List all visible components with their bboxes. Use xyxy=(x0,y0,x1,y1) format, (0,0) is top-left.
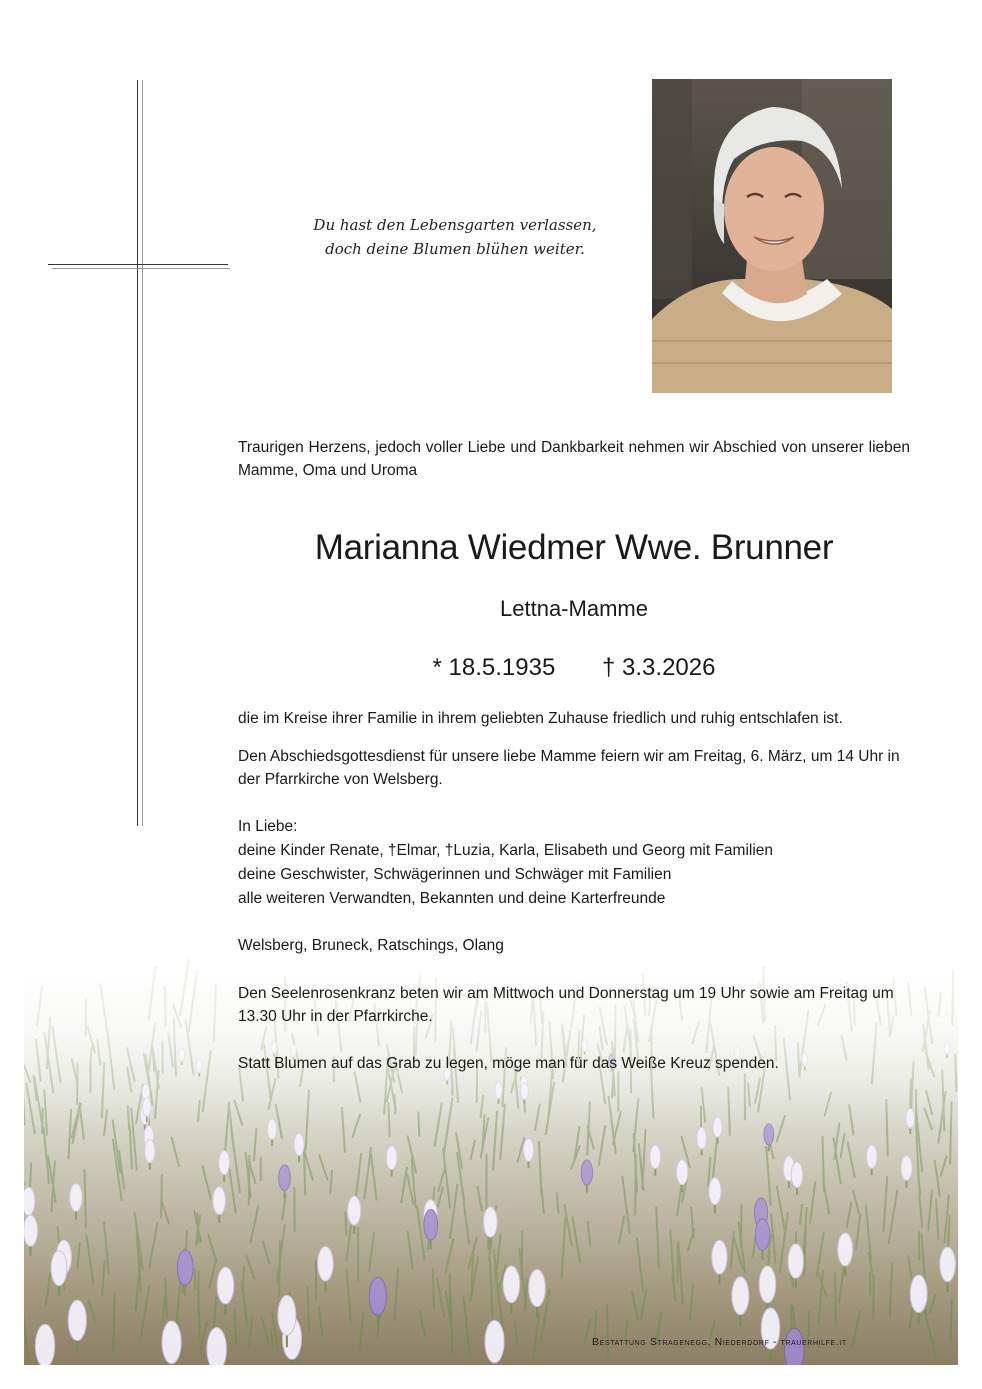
crocus-meadow-image xyxy=(24,895,958,1365)
mourners-line: deine Kinder Renate, †Elmar, †Luzia, Karla, Elisabeth und Georg mit Familien xyxy=(238,842,774,859)
mourners-block xyxy=(238,815,910,911)
intro-text: Traurigen Herzens, jedoch voller Liebe und Dankbarkeit nehmen wir Abschied von unserer lieben Mamme, Oma und Uroma xyxy=(238,439,910,479)
cross-horizontal-shadow xyxy=(52,268,230,269)
portrait-photo xyxy=(652,79,892,393)
life-dates xyxy=(238,653,910,683)
mourners-line: deine Geschwister, Schwägerinnen und Schwäger mit Familien xyxy=(238,866,672,883)
deceased-name: Marianna Wiedmer Wwe. Brunner xyxy=(314,528,834,567)
rosary-text: Den Seelenrosenkranz beten wir am Mittwoch und Donnerstag um 19 Uhr sowie am Freitag um 13.30 Uhr in der Pfarrkirche. xyxy=(238,985,894,1025)
cross-vertical-shadow xyxy=(142,80,143,826)
cross-horizontal-line xyxy=(48,264,228,265)
funeral-text: Den Abschiedsgottesdienst für unsere liebe Mamme feiern wir am Freitag, 6. März, um 14 Uhr in der Pfarrkirche von Welsberg. xyxy=(238,748,900,788)
cross-vertical-line xyxy=(137,80,138,826)
nickname: Lettna-Mamme xyxy=(500,596,648,621)
funeral-home-footer: Bestattung Stragenegg, Niederdorf - trauerhilfe.it xyxy=(592,1336,847,1348)
death-date: † 3.3.2026 xyxy=(602,654,716,681)
mourners-heading: In Liebe: xyxy=(238,818,298,835)
memorial-quote xyxy=(300,213,610,261)
passing-text: die im Kreise ihrer Familie in ihrem geliebten Zuhause friedlich und ruhig entschlafen ist. xyxy=(238,710,843,727)
places-text: Welsberg, Bruneck, Ratschings, Olang xyxy=(238,937,504,954)
donation-text: Statt Blumen auf das Grab zu legen, möge man für das Weiße Kreuz spenden. xyxy=(238,1055,779,1072)
quote-line-2: doch deine Blumen blühen weiter. xyxy=(325,240,585,258)
quote-line-1: Du hast den Lebensgarten verlassen, xyxy=(313,216,597,234)
birth-date: * 18.5.1935 xyxy=(432,654,556,681)
mourners-line: alle weiteren Verwandten, Bekannten und deine Karterfreunde xyxy=(238,890,666,907)
